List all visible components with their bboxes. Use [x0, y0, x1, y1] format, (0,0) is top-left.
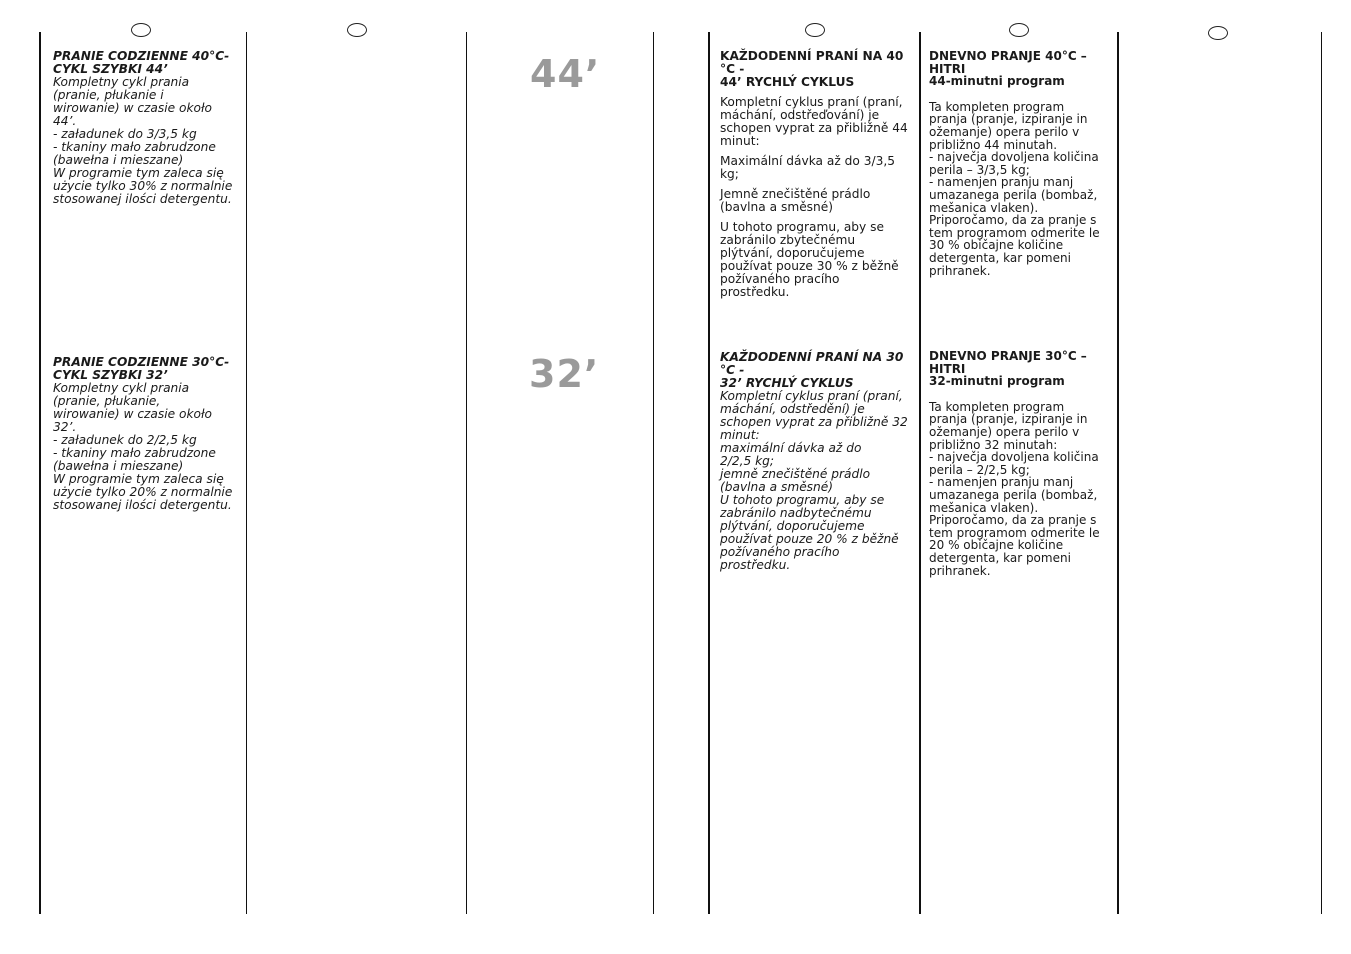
column-divider-4: [653, 32, 654, 914]
czech-40-title: KAŽDODENNÍ PRANÍ NA 40 °C - 44’ RYCHLÝ CYKLUS: [720, 49, 904, 89]
polish-40-body: Kompletny cykl prania (pranie, płukanie i wirowanie) w czasie około 44’. - załadunek do 3/3,5 kg - tkaniny mało zabrudzone (bawełna i mieszane) W programie tym zaleca się użycie tylko 30% z normalnie stosowanej ilości detergentu.: [53, 75, 233, 206]
czech-section-40: [720, 50, 916, 299]
column-divider-6: [919, 32, 921, 914]
polish-30-body: Kompletny cykl prania (pranie, płukanie, wirowanie) w czasie około 32’. - załadunek do 2/2,5 kg - tkaniny mało zabrudzone (bawełna i mieszane) W programie tym zaleca się użycie tylko 20% z normalnie stosowanej ilości detergentu.: [53, 381, 233, 512]
program-duration-32: 32’: [529, 352, 600, 396]
polish-30-title: PRANIE CODZIENNE 30°C- CYKL SZYBKI 32’: [53, 355, 230, 382]
slovenian-section-30: [929, 350, 1115, 577]
language-oval-5: [1208, 26, 1228, 40]
polish-section-30: [53, 356, 243, 512]
column-divider-3: [466, 32, 467, 914]
slovenian-40-title: DNEVNO PRANJE 40°C – HITRI 44-minutni program: [929, 49, 1087, 89]
language-oval-4: [1009, 23, 1029, 37]
czech-40-p1: Kompletní cyklus praní (praní, máchání, odstřeďování) je schopen vyprat za přibližně 44 minut:: [720, 95, 908, 148]
column-divider-2: [246, 32, 247, 914]
polish-section-40: [53, 50, 243, 206]
column-divider-8: [1321, 32, 1322, 914]
language-oval-3: [805, 23, 825, 37]
czech-40-p2: Maximální dávka až do 3/3,5 kg;: [720, 154, 895, 181]
slovenian-30-title: DNEVNO PRANJE 30°C – HITRI 32-minutni program: [929, 349, 1087, 389]
czech-40-p4: U tohoto programu, aby se zabránilo zbytečnému plýtvání, doporučujeme používat pouze 30 % z běžně požívaného pracího prostředku.: [720, 220, 899, 299]
language-oval-2: [347, 23, 367, 37]
czech-30-title: KAŽDODENNÍ PRANÍ NA 30 °C - 32’ RYCHLÝ CYKLUS: [720, 350, 904, 390]
column-divider-1: [39, 32, 41, 914]
czech-section-30: [720, 351, 916, 572]
slovenian-30-body: Ta kompleten program pranja (pranje, izpiranje in ožemanje) opera perilo v približno 32 minutah: - največja dovoljena količina perila – 2/2,5 kg; - namenjen pranju manj umazanega perila (bombaž, mešanica vlaken). Priporočamo, da za pranje s tem programom odmerite le 20 % običajne količine detergenta, kar pomeni prihranek.: [929, 399, 1100, 578]
language-oval-1: [131, 23, 151, 37]
czech-40-p3: Jemně znečištěné prádlo (bavlna a směsné): [720, 187, 871, 214]
slovenian-40-body: Ta kompleten program pranja (pranje, izpiranje in ožemanje) opera perilo v približno 44 minutah. - največja dovoljena količina perila – 3/3,5 kg; - namenjen pranju manj umazanega perila (bombaž, mešanica vlaken). Priporočamo, da za pranje s tem programom odmerite le 30 % običajne količine detergenta, kar pomeni prihranek.: [929, 99, 1100, 278]
czech-30-body: Kompletní cyklus praní (praní, máchání, odstředění) je schopen vyprat za přibližně 32 minut: maximální dávka až do 2/2,5 kg; jemně znečištěné prádlo (bavlna a směsné) U tohoto programu, aby se zabránilo nadbytečnému plýtvání, doporučujeme používat pouze 20 % z běžně požívaného pracího prostředku.: [720, 389, 908, 572]
column-divider-5: [708, 32, 710, 914]
program-duration-44: 44’: [530, 52, 601, 96]
column-divider-7: [1117, 32, 1119, 914]
polish-40-title: PRANIE CODZIENNE 40°C- CYKL SZYBKI 44’: [53, 49, 230, 76]
slovenian-section-40: [929, 50, 1115, 277]
